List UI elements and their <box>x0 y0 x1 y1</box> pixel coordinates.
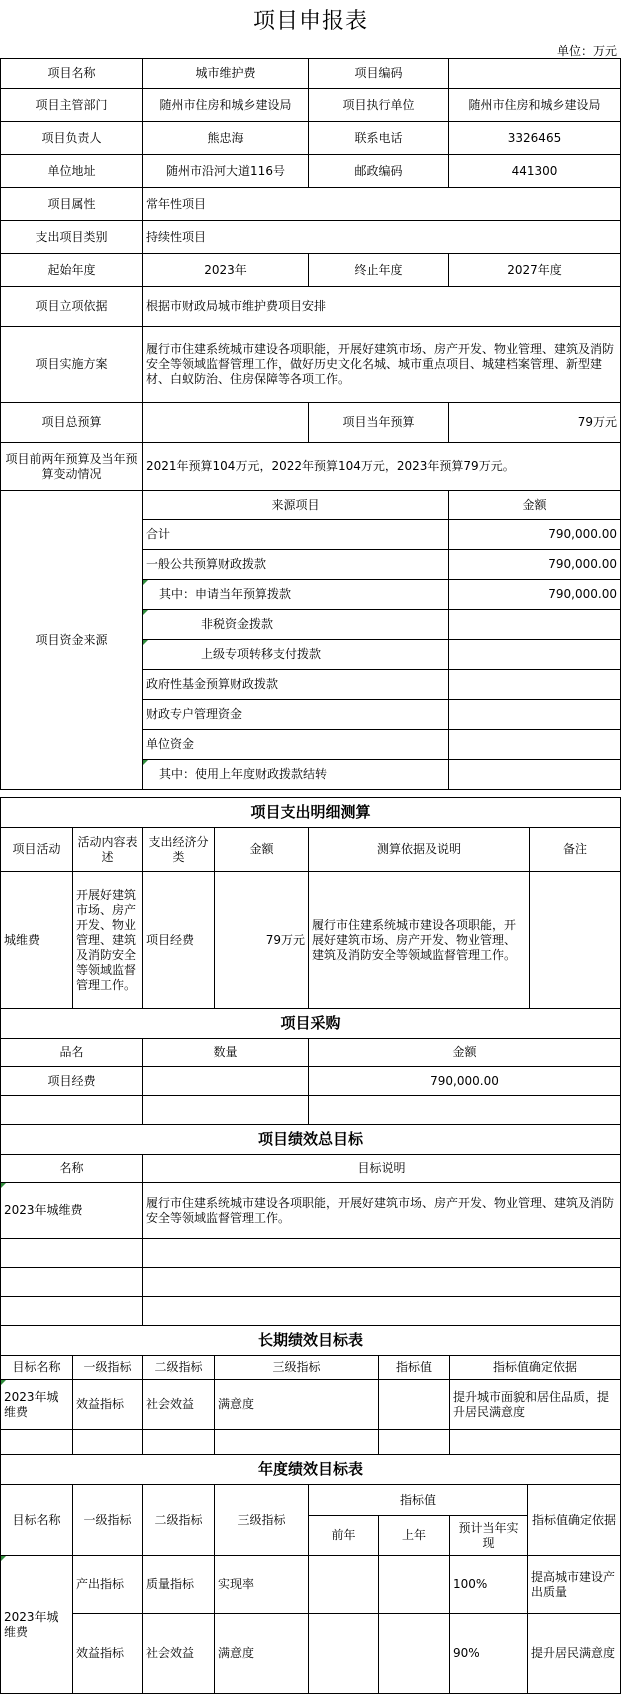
info-table <box>0 58 621 790</box>
procurement-header: 数量 <box>143 1039 309 1067</box>
procurement-header: 品名 <box>1 1039 143 1067</box>
annual-cur: 90% <box>450 1614 528 1694</box>
project-name: 城市维护费 <box>143 59 309 89</box>
funding-row-amount: 790,000.00 <box>449 550 621 580</box>
funding-row-amount <box>449 700 621 730</box>
phone: 3326465 <box>449 122 621 155</box>
long-term-l2: 社会效益 <box>143 1380 215 1430</box>
procurement-empty <box>1 1096 143 1125</box>
annual-subheader: 预计当年实现 <box>450 1516 528 1556</box>
funding-row-amount <box>449 640 621 670</box>
procurement-item-name: 项目经费 <box>1 1067 143 1096</box>
plan-label: 项目实施方案 <box>1 327 143 403</box>
funding-row-amount: 790,000.00 <box>449 580 621 610</box>
funding-label: 项目资金来源 <box>1 491 143 790</box>
exec-label: 项目执行单位 <box>309 89 449 122</box>
annual-l2: 社会效益 <box>143 1614 215 1694</box>
detail-activity: 城维费 <box>1 872 73 1009</box>
budget-year: 79万元 <box>449 403 621 443</box>
perf-total-empty <box>143 1239 621 1268</box>
annual-l3: 实现率 <box>215 1556 309 1614</box>
perf-total-desc: 履行市住建系统城市建设各项职能，开展好建筑市场、房产开发、物业管理、建筑及消防安全等领域监督管理工作。 <box>143 1183 621 1239</box>
long-term-header: 一级指标 <box>73 1356 143 1380</box>
funding-row-name: 合计 <box>143 520 449 550</box>
funding-row-name: 政府性基金预算财政拨款 <box>143 670 449 700</box>
leader: 熊忠海 <box>143 122 309 155</box>
funding-row-name: 上级专项转移支付拨款 <box>143 640 449 670</box>
detail-header: 支出经济分类 <box>143 828 215 872</box>
funding-row-name: 其中：申请当年预算拨款 <box>143 580 449 610</box>
funding-row-amount <box>449 610 621 640</box>
perf-total-table <box>0 1124 621 1326</box>
funding-row-name: 其中：使用上年度财政拨款结转 <box>143 760 449 790</box>
leader-label: 项目负责人 <box>1 122 143 155</box>
procurement-item-amount: 790,000.00 <box>309 1067 621 1096</box>
postcode: 441300 <box>449 155 621 188</box>
annual-prev2 <box>309 1556 379 1614</box>
annual-header: 三级指标 <box>215 1485 309 1556</box>
perf-total-header: 名称 <box>1 1155 143 1183</box>
annual-subheader: 上年 <box>379 1516 450 1556</box>
end-year: 2027年度 <box>449 254 621 287</box>
funding-row-name: 一般公共预算财政拨款 <box>143 550 449 580</box>
postcode-label: 邮政编码 <box>309 155 449 188</box>
basis-label: 项目立项依据 <box>1 287 143 327</box>
long-term-empty <box>143 1430 215 1455</box>
detail-content: 开展好建筑市场、房产开发、物业管理、建筑及消防安全等领域监督管理工作。 <box>73 872 143 1009</box>
funding-row-name: 非税资金拨款 <box>143 610 449 640</box>
project-name-label: 项目名称 <box>1 59 143 89</box>
funding-amount-header: 金额 <box>449 491 621 520</box>
detail-table <box>0 797 621 1009</box>
category-label: 支出项目类别 <box>1 221 143 254</box>
long-term-basis: 提升城市面貌和居住品质，提升居民满意度 <box>450 1380 621 1430</box>
long-term-empty <box>1 1430 73 1455</box>
detail-header: 金额 <box>215 828 309 872</box>
detail-section-title: 项目支出明细测算 <box>1 798 621 828</box>
detail-header: 测算依据及说明 <box>309 828 530 872</box>
detail-amount: 79万元 <box>215 872 309 1009</box>
detail-econ: 项目经费 <box>143 872 215 1009</box>
annual-cur: 100% <box>450 1556 528 1614</box>
budget-total-label: 项目总预算 <box>1 403 143 443</box>
detail-header: 项目活动 <box>1 828 73 872</box>
annual-l3: 满意度 <box>215 1614 309 1694</box>
annual-subheader: 前年 <box>309 1516 379 1556</box>
annual-l1: 效益指标 <box>73 1614 143 1694</box>
annual-header: 二级指标 <box>143 1485 215 1556</box>
annual-name: 2023年城维费 <box>1 1556 73 1694</box>
end-label: 终止年度 <box>309 254 449 287</box>
annual-basis: 提高城市建设产出质量 <box>528 1556 621 1614</box>
annual-prev1 <box>379 1614 450 1694</box>
detail-header: 活动内容表述 <box>73 828 143 872</box>
annual-prev2 <box>309 1614 379 1694</box>
perf-total-empty <box>143 1297 621 1326</box>
dept: 随州市住房和城乡建设局 <box>143 89 309 122</box>
annual-header: 目标名称 <box>1 1485 73 1556</box>
procurement-table <box>0 1008 621 1125</box>
annual-header: 一级指标 <box>73 1485 143 1556</box>
annual-l1: 产出指标 <box>73 1556 143 1614</box>
annual-table <box>0 1454 621 1694</box>
perf-total-section-title: 项目绩效总目标 <box>1 1125 621 1155</box>
long-term-empty <box>73 1430 143 1455</box>
procurement-item-qty <box>143 1067 309 1096</box>
perf-total-name: 2023年城维费 <box>1 1183 143 1239</box>
budget-year-label: 项目当年预算 <box>309 403 449 443</box>
change-label: 项目前两年预算及当年预算变动情况 <box>1 443 143 491</box>
long-term-empty <box>379 1430 450 1455</box>
project-code <box>449 59 621 89</box>
attr-label: 项目属性 <box>1 188 143 221</box>
perf-total-empty <box>1 1297 143 1326</box>
annual-section-title: 年度绩效目标表 <box>1 1455 621 1485</box>
perf-total-empty <box>1 1239 143 1268</box>
long-term-header: 二级指标 <box>143 1356 215 1380</box>
long-term-l3: 满意度 <box>215 1380 379 1430</box>
long-term-name: 2023年城维费 <box>1 1380 73 1430</box>
long-term-value <box>379 1380 450 1430</box>
dept-label: 项目主管部门 <box>1 89 143 122</box>
annual-l2: 质量指标 <box>143 1556 215 1614</box>
funding-row-amount <box>449 670 621 700</box>
procurement-empty <box>309 1096 621 1125</box>
basis: 根据市财政局城市维护费项目安排 <box>143 287 621 327</box>
detail-header: 备注 <box>530 828 621 872</box>
annual-prev1 <box>379 1556 450 1614</box>
procurement-empty <box>143 1096 309 1125</box>
exec: 随州市住房和城乡建设局 <box>449 89 621 122</box>
phone-label: 联系电话 <box>309 122 449 155</box>
project-code-label: 项目编码 <box>309 59 449 89</box>
funding-source-header: 来源项目 <box>143 491 449 520</box>
start-label: 起始年度 <box>1 254 143 287</box>
funding-row-amount: 790,000.00 <box>449 520 621 550</box>
perf-total-header: 目标说明 <box>143 1155 621 1183</box>
long-term-section-title: 长期绩效目标表 <box>1 1326 621 1356</box>
funding-row-name: 财政专户管理资金 <box>143 700 449 730</box>
detail-basis: 履行市住建系统城市建设各项职能，开展好建筑市场、房产开发、物业管理、建筑及消防安全等领域监督管理工作。 <box>309 872 530 1009</box>
long-term-empty <box>215 1430 379 1455</box>
detail-note <box>530 872 621 1009</box>
plan: 履行市住建系统城市建设各项职能，开展好建筑市场、房产开发、物业管理、建筑及消防安全等领域监督管理工作，做好历史文化名城、城市重点项目、城建档案管理、新型建材、白蚁防治、住房保障等各项工作。 <box>143 327 621 403</box>
category: 持续性项目 <box>143 221 621 254</box>
funding-row-amount <box>449 730 621 760</box>
attr: 常年性项目 <box>143 188 621 221</box>
change: 2021年预算104万元，2022年预算104万元，2023年预算79万元。 <box>143 443 621 491</box>
long-term-header: 目标名称 <box>1 1356 73 1380</box>
procurement-header: 金额 <box>309 1039 621 1067</box>
long-term-l1: 效益指标 <box>73 1380 143 1430</box>
annual-header: 指标值 <box>309 1485 528 1516</box>
address-label: 单位地址 <box>1 155 143 188</box>
annual-basis: 提升居民满意度 <box>528 1614 621 1694</box>
unit-label: 单位：万元 <box>556 44 617 58</box>
long-term-header: 三级指标 <box>215 1356 379 1380</box>
long-term-empty <box>450 1430 621 1455</box>
budget-total <box>143 403 309 443</box>
long-term-table <box>0 1325 621 1455</box>
funding-row-name: 单位资金 <box>143 730 449 760</box>
long-term-header: 指标值确定依据 <box>450 1356 621 1380</box>
perf-total-empty <box>143 1268 621 1297</box>
annual-header: 指标值确定依据 <box>528 1485 621 1556</box>
perf-total-empty <box>1 1268 143 1297</box>
long-term-header: 指标值 <box>379 1356 450 1380</box>
procurement-section-title: 项目采购 <box>1 1009 621 1039</box>
address: 随州市沿河大道116号 <box>143 155 309 188</box>
funding-row-amount <box>449 760 621 790</box>
start-year: 2023年 <box>143 254 309 287</box>
page-title: 项目申报表 <box>252 9 368 34</box>
